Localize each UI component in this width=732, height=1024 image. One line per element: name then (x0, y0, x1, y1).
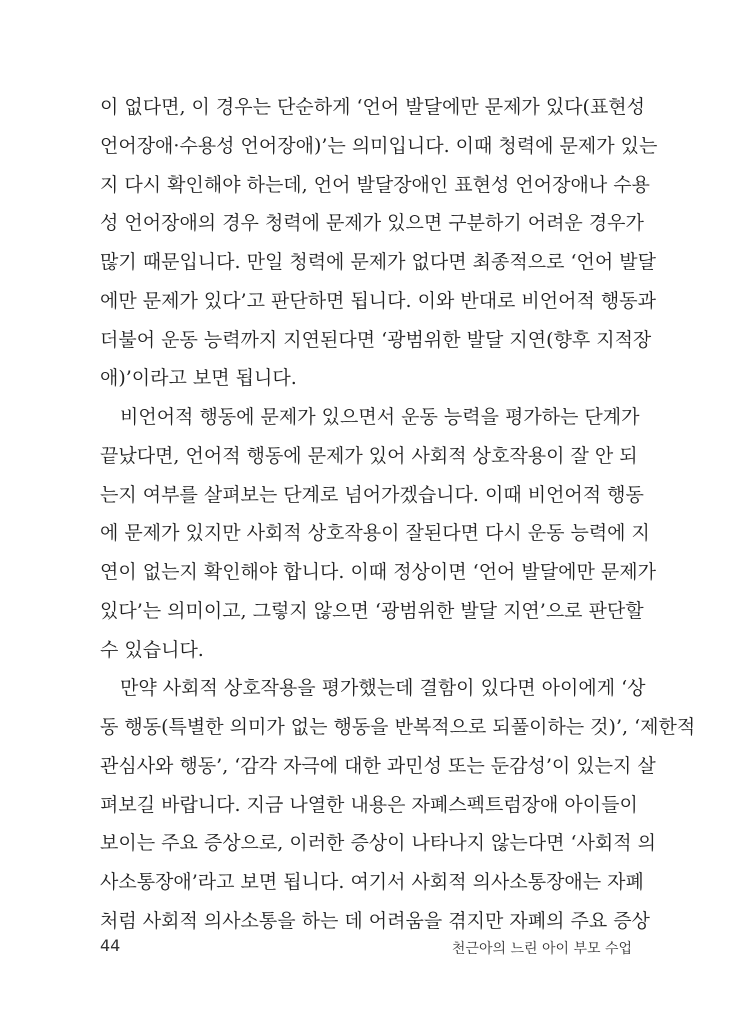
text-line: 애)’이라고 보면 됩니다. (100, 367, 297, 390)
paragraph-1 (100, 88, 658, 398)
text-line: 끝났다면, 언어적 행동에 문제가 있어 사회적 상호작용이 잘 안 되 (100, 444, 638, 467)
text-line: 있다’는 의미이고, 그렇지 않으면 ‘광범위한 발달 지연’으로 판단할 (100, 599, 644, 622)
page-number: 44 (100, 936, 121, 955)
text-line: 연이 없는지 확인해야 합니다. 이때 정상이면 ‘언어 발달에만 문제가 (100, 561, 656, 583)
text-line: 지 다시 확인해야 하는데, 언어 발달장애인 표현성 언어장애나 수용 (100, 173, 650, 196)
body-text (100, 88, 696, 941)
book-title: 천근아의 느린 아이 부모 수업 (451, 941, 632, 957)
text-line: 처럼 사회적 의사소통을 하는 데 어려움을 겪지만 자폐의 주요 증상 (100, 909, 650, 932)
text-line: 더불어 운동 능력까지 지연된다면 ‘광범위한 발달 지연(향후 지적장 (100, 328, 652, 351)
text-line: 에 문제가 있지만 사회적 상호작용이 잘된다면 다시 운동 능력에 지 (100, 522, 650, 545)
text-line: 사소통장애’라고 보면 됩니다. 여기서 사회적 의사소통장애는 자폐 (100, 871, 644, 893)
text-line: 는지 여부를 살펴보는 단계로 넘어가겠습니다. 이때 비언어적 행동 (100, 483, 644, 506)
text-line: 동 행동(특별한 의미가 없는 행동을 반복적으로 되풀이하는 것)’, ‘제한적 (100, 716, 696, 738)
paragraph-2 (100, 398, 656, 669)
text-line: 성 언어장애의 경우 청력에 문제가 있으면 구분하기 어려운 경우가 (100, 212, 644, 235)
text-line: 수 있습니다. (100, 638, 204, 661)
text-line: 비언어적 행동에 문제가 있으면서 운동 능력을 평가하는 단계가 (120, 406, 640, 428)
paragraph-3 (100, 669, 696, 940)
text-line: 보이는 주요 증상으로, 이러한 증상이 나타나지 않는다면 ‘사회적 의 (100, 832, 656, 855)
text-line: 만약 사회적 상호작용을 평가했는데 결함이 있다면 아이에게 ‘상 (120, 677, 646, 700)
text-line: 에만 문제가 있다’고 판단하면 됩니다. 이와 반대로 비언어적 행동과 (100, 289, 656, 312)
text-line: 관심사와 행동’, ‘감각 자극에 대한 과민성 또는 둔감성’이 있는지 살 (100, 754, 656, 777)
text-line: 이 없다면, 이 경우는 단순하게 ‘언어 발달에만 문제가 있다(표현성 (100, 96, 646, 118)
text-line: 펴보길 바랍니다. 지금 나열한 내용은 자폐스펙트럼장애 아이들이 (100, 793, 638, 816)
text-line: 언어장애·수용성 언어장애)’는 의미입니다. 이때 청력에 문제가 있는 (100, 134, 658, 157)
text-line: 많기 때문입니다. 만일 청력에 문제가 없다면 최종적으로 ‘언어 발달 (100, 251, 656, 273)
